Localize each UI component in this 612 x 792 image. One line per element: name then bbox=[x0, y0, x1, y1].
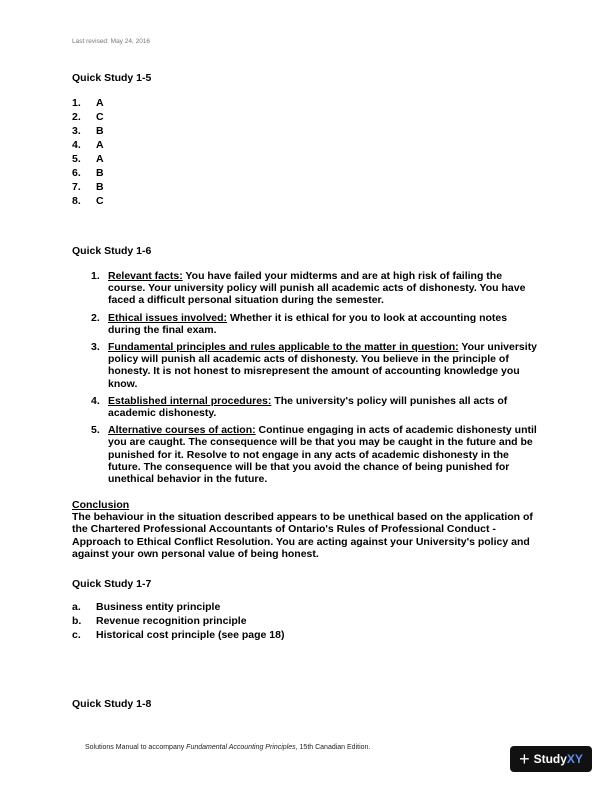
answer-num: 3. bbox=[72, 125, 81, 137]
qs5-answers bbox=[72, 96, 104, 208]
item-text: Whether it is ethical for you to look at accounting notes during the final exam. bbox=[108, 311, 508, 336]
conclusion bbox=[72, 499, 542, 560]
answer-num: 8. bbox=[72, 195, 81, 207]
answer-value: B bbox=[96, 125, 104, 137]
item-num: b. bbox=[72, 615, 82, 627]
answer-value: B bbox=[96, 181, 104, 193]
list-item bbox=[91, 341, 541, 390]
plus-icon: + bbox=[519, 748, 530, 769]
badge-xy-text: XY bbox=[566, 752, 583, 766]
answer-row bbox=[72, 152, 104, 166]
answer-num: 5. bbox=[72, 153, 81, 165]
qs5-title: Quick Study 1-5 bbox=[72, 72, 152, 84]
item-text: Your university policy will punish all academic acts of dishonesty. You believe in the principle of honesty. It is not honest to misrepresent the amount of accounting knowledge you know. bbox=[108, 341, 538, 390]
item-body bbox=[108, 341, 541, 390]
list-item bbox=[91, 395, 541, 419]
list-item bbox=[91, 270, 541, 307]
conclusion-text: The behaviour in the situation described appears to be unethical based on the application of the Chartered Professional Accountants of Ontario's Rules of Professional Conduct - Approach to Ethical Conflict Resolution. You are acting against your University's policy and against your own personal value of being honest. bbox=[72, 511, 533, 560]
item-text: Business entity principle bbox=[96, 601, 221, 613]
list-item bbox=[72, 614, 284, 628]
item-text: Continue engaging in acts of academic dishonesty until you are caught. The consequence will be that you may be caught in the future and be punished for it. Resolve to not engage in any acts of academic dishonesty in the future. The consequence will be that you avoid the chance of being punished for unethical behavior in the future. bbox=[108, 424, 537, 486]
answer-row bbox=[72, 124, 104, 138]
answer-value: A bbox=[96, 97, 104, 109]
answer-row bbox=[72, 138, 104, 152]
studyxy-badge[interactable] bbox=[510, 746, 592, 772]
item-label: Ethical issues involved: bbox=[108, 311, 228, 324]
item-label: Fundamental principles and rules applicable to the matter in question: bbox=[108, 341, 459, 354]
item-body bbox=[108, 395, 541, 419]
list-item bbox=[91, 424, 541, 485]
answer-value: A bbox=[96, 153, 104, 165]
item-num: 3. bbox=[91, 341, 100, 354]
qs7-title: Quick Study 1-7 bbox=[72, 578, 152, 590]
badge-study-text: Study bbox=[533, 752, 567, 766]
item-num: c. bbox=[72, 629, 81, 641]
item-text: Revenue recognition principle bbox=[96, 615, 247, 627]
item-num: 1. bbox=[91, 270, 100, 282]
item-label: Relevant facts: bbox=[108, 270, 183, 282]
item-body bbox=[108, 424, 541, 485]
qs6-list bbox=[91, 270, 541, 490]
footer-prefix: Solutions Manual to accompany bbox=[85, 744, 187, 751]
answer-num: 2. bbox=[72, 111, 81, 123]
item-label: Alternative courses of action: bbox=[108, 424, 256, 437]
answer-num: 7. bbox=[72, 181, 81, 193]
answer-row bbox=[72, 166, 104, 180]
answer-num: 1. bbox=[72, 97, 81, 109]
item-text: The university's policy will punishes all acts of academic dishonesty. bbox=[108, 394, 508, 420]
list-item bbox=[72, 600, 284, 614]
answer-row bbox=[72, 180, 104, 194]
answer-num: 4. bbox=[72, 139, 81, 151]
list-item bbox=[72, 628, 284, 642]
qs8-title: Quick Study 1-8 bbox=[72, 698, 152, 710]
item-body bbox=[108, 312, 541, 336]
conclusion-title: Conclusion bbox=[72, 499, 130, 511]
footer bbox=[85, 744, 370, 751]
answer-value: B bbox=[96, 167, 104, 179]
answer-row bbox=[72, 194, 104, 208]
answer-value: C bbox=[96, 195, 104, 207]
answer-value: C bbox=[96, 111, 104, 123]
item-text: You have failed your midterms and are at high risk of failing the course. Your university policy will punish all academic acts of dishonesty. You have faced a difficult personal situation during the semester. bbox=[108, 270, 526, 307]
last-revised: Last revised: May 24, 2016 bbox=[72, 38, 151, 45]
answer-num: 6. bbox=[72, 167, 81, 179]
item-text: Historical cost principle (see page 18) bbox=[96, 629, 285, 641]
answer-row bbox=[72, 96, 104, 110]
answer-value: A bbox=[96, 139, 104, 151]
qs6-title: Quick Study 1-6 bbox=[72, 245, 152, 257]
list-item bbox=[91, 312, 541, 336]
item-label: Established internal procedures: bbox=[108, 394, 272, 407]
item-num: 4. bbox=[91, 394, 100, 407]
item-body bbox=[108, 270, 541, 307]
item-num: 5. bbox=[91, 424, 100, 437]
footer-book-title: Fundamental Accounting Principles bbox=[186, 744, 296, 751]
item-num: 2. bbox=[91, 311, 100, 324]
item-num: a. bbox=[72, 601, 81, 613]
footer-suffix: , 15th Canadian Edition. bbox=[295, 744, 371, 751]
qs7-list bbox=[72, 600, 284, 642]
answer-row bbox=[72, 110, 104, 124]
